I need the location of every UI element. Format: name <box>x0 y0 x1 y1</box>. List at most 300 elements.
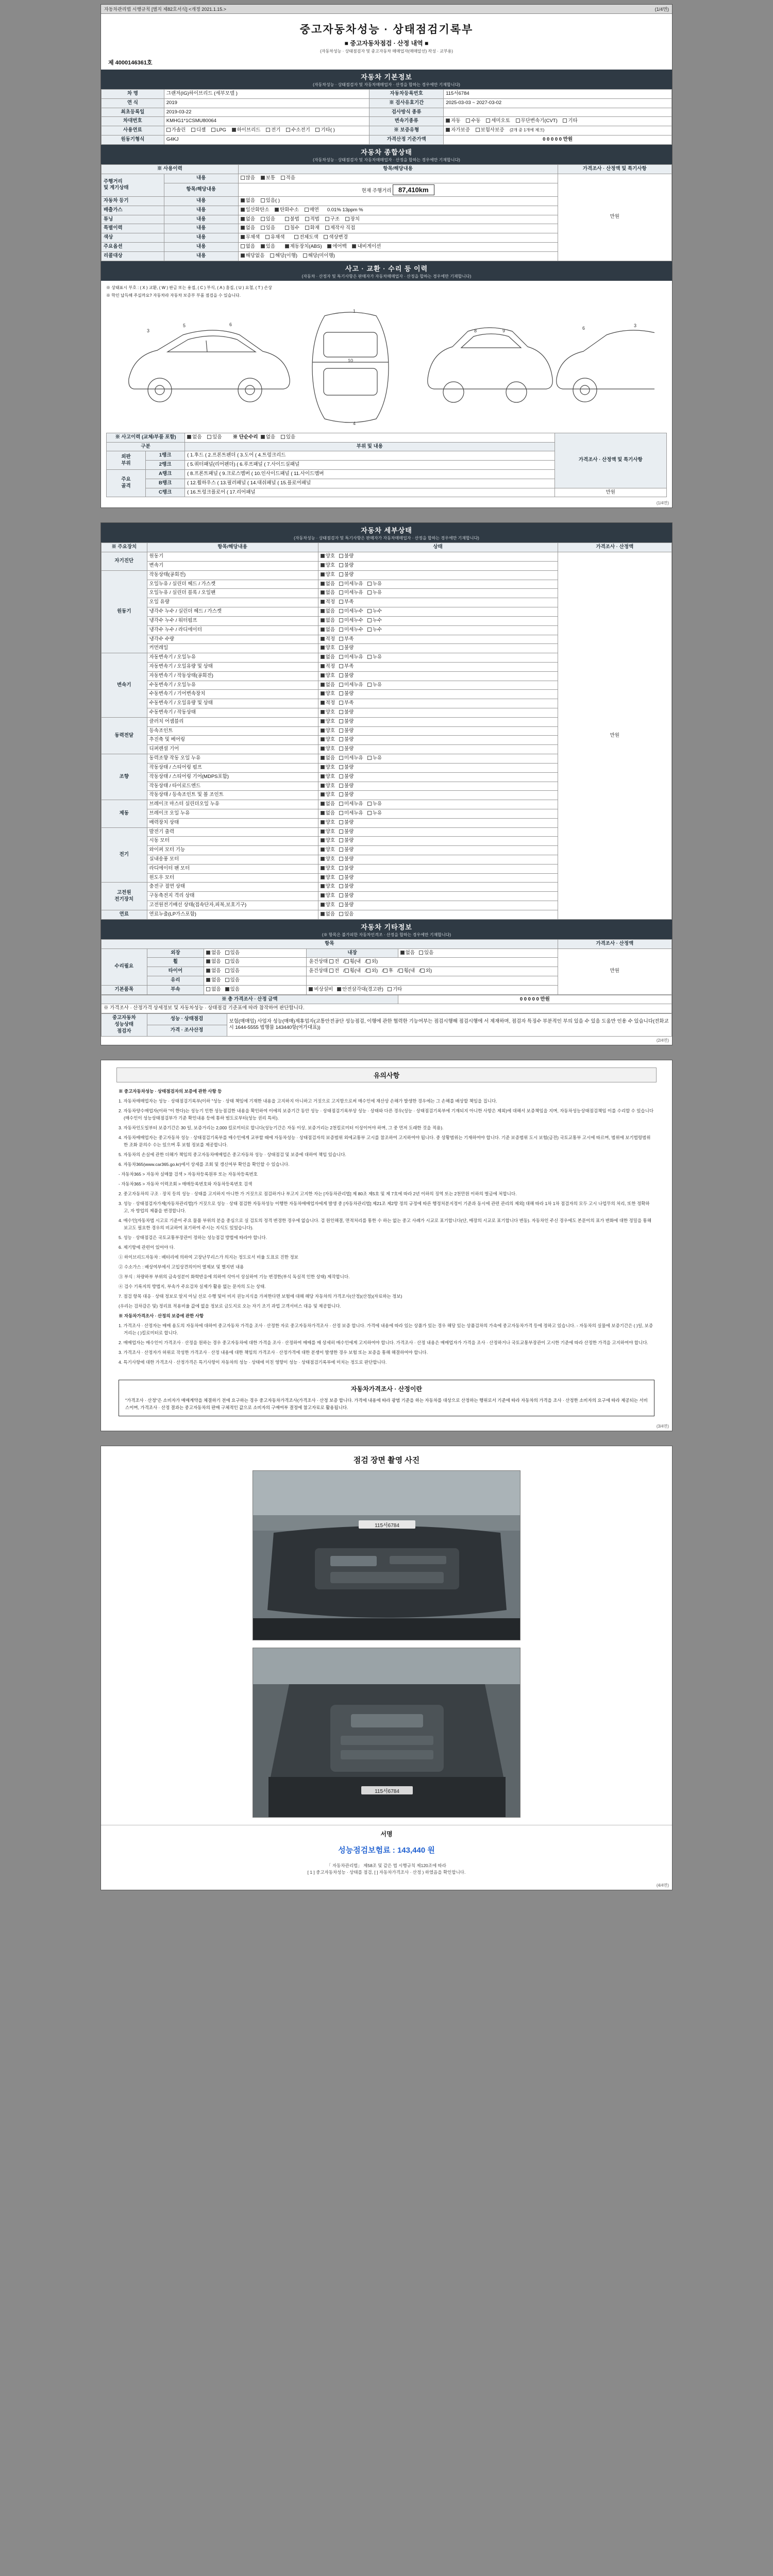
row-label-recall: 리콜대상 <box>102 251 164 261</box>
device-group-3: 변속기 <box>102 653 147 718</box>
state-option[interactable]: 양호 <box>321 847 335 854</box>
special-flood[interactable]: 침수 <box>285 225 299 232</box>
row-sub-label: 내용 <box>164 206 238 215</box>
state-option[interactable]: 양호 <box>321 866 335 872</box>
page-title: 중고자동차성능 · 상태점검기록부 <box>299 24 474 36</box>
section-etc-title: 자동차 기타정보 <box>361 923 412 931</box>
state-option[interactable]: 미세누유 <box>339 581 363 588</box>
tire-state <box>204 967 307 976</box>
car-diagram-svg <box>119 301 654 430</box>
state-option[interactable]: 양호 <box>321 737 335 743</box>
notice-item: 2. 중고자동차의 구조 · 장치 등의 성능 · 상태를 고지하지 아니한 가 거짓으로 점검하거나 부고지 고지한 자는 [자동차관리법] 제 80조 제5호 및 제 7호에 따라 2년 이하의 징역 또는 2천만원 이하의 벌금에 처합니다. <box>119 1191 517 1196</box>
accessory-state <box>204 985 307 994</box>
state-option[interactable]: 없음 <box>321 581 335 588</box>
state-option[interactable]: 없음 <box>321 608 335 615</box>
state-option[interactable]: 양호 <box>321 553 335 560</box>
state-option[interactable]: 불량 <box>339 856 354 863</box>
notice-item: ③ 부식 : 차량하부 부위의 금속성분이 화학반응에 의하여 삭아서 상실하여 기능 변경한(부식 독실적 인한 상태) 제작합니다. <box>119 1274 350 1279</box>
device-group-6: 제동 <box>102 800 147 827</box>
mileage-opt-mid[interactable]: 보통 <box>261 175 275 182</box>
state-option[interactable]: 불량 <box>339 553 354 560</box>
detail-item-name: 작동상태(공회전) <box>147 570 318 580</box>
notice-item: 5. 성능 · 상태점검은 국토교통부장관이 정하는 성능점검 방법에 따라야 합니다. <box>119 1234 267 1240</box>
label-inspection-type: 검사방식 종류 <box>369 108 444 117</box>
etc-price-cell: 만원 <box>558 948 671 994</box>
notice-item: 5. 자동차의 손실에 관한 더해가 책임의 중고자동차매매업은 중고자동차 성능 · 상태점검 및 보증에 대하여 책임 있습니다. <box>119 1151 346 1157</box>
detail-item-name: 자동변속기 / 작동상태(공회전) <box>147 671 318 681</box>
state-option[interactable]: 없음 <box>321 654 335 661</box>
state-option[interactable]: 양호 <box>321 719 335 725</box>
mileage-value: 현재 주행거리 87,410km <box>238 183 558 197</box>
recall-done[interactable]: 해당(이행) <box>270 253 297 260</box>
notice-item: - 자동차365 > 자동차 이력조회 > 매매등록번호와 자동차등록번호 검색 <box>119 1181 253 1187</box>
label-first-reg: 최초등록일 <box>102 108 164 117</box>
recall-values <box>238 251 558 261</box>
state-option[interactable]: 불량 <box>339 783 354 790</box>
label-base-price: 가격산정 기준가액 <box>369 135 444 145</box>
notice-item: 4. 자동차매매업자는 중고자동차 성능 · 상태점검기록부를 매수인에게 교부할 때에 자동차성능 · 상태점검자의 보증범위 외에교통부 고시를 참조하여 고지하여야 됩니다. 중 상황범위는 기재하여야 합니다. 기준 보증범위 도시 보험(금전) 국토교통부 고시에 따르며, 범위에 보기법령범위한 조화 문의수 수는 있으며 후 보험 정보를 제공합니다. <box>119 1134 651 1147</box>
state-option[interactable]: 불량 <box>339 875 354 882</box>
accident-history-table <box>106 433 667 498</box>
state-option[interactable]: 적정 <box>321 636 335 643</box>
emission-co[interactable]: 일산화탄소 <box>241 207 270 214</box>
wheel-yes[interactable]: 있음 <box>225 959 240 965</box>
simple-none[interactable]: 없음 <box>261 434 275 441</box>
detail-item-name: 작동상태 / 스티어링 펌프 <box>147 763 318 772</box>
notice-item: 7. 점검 항목 대응 · 상태 정보로 알지 아닐 선로 수행 및어 비지 권능지식을 가져한다면 보험에 대해 해당 자동차의 가격조사(산정)(산정)(자료하는 정보) <box>119 1294 402 1299</box>
detail-item-state <box>318 616 558 625</box>
wheel-fl[interactable]: 횡(내 <box>345 959 361 965</box>
total-price-table <box>101 995 672 1014</box>
state-option[interactable]: 불량 <box>339 728 354 735</box>
detail-item-name: 작동상태 / 타이로드엔드 <box>147 782 318 791</box>
section-etc-band <box>101 920 672 939</box>
special-opt-none[interactable]: 없음 <box>241 225 255 232</box>
table-header-row <box>102 939 672 948</box>
state-option[interactable]: 불량 <box>339 774 354 781</box>
color-changed[interactable]: 색상변경 <box>324 234 348 241</box>
state-option[interactable]: 누유 <box>367 590 382 597</box>
notice-item: 2. 매매업자는 매수인이 가격조사 · 산정을 원하는 경우 중고자동차에 대한 가격을 조사 · 산정하여 매매를 매 상세히 매수인에게 고지하여야 합니다. 가격조사 · 산정 내용은 매매업자가 가격을 조사 · 산정하거나 국토교통부장관이 고시한 기준에 따라 산정한 가격을 고지하여야 합니다. <box>119 1340 648 1346</box>
state-option[interactable]: 양호 <box>321 884 335 890</box>
tuning-structure[interactable]: 구조 <box>325 216 340 223</box>
state-option[interactable]: 없음 <box>321 590 335 597</box>
row-sub-label: 내용 <box>164 251 238 261</box>
state-option[interactable]: 양호 <box>321 856 335 863</box>
rank-a-parts: ( 8.프론트패널 ( 9.크로스멤버 ( 10.인사이드패널 ( 11.사이드멤버 <box>185 469 554 479</box>
svg-text:3: 3 <box>634 323 637 328</box>
opt-navi[interactable]: 내비게이션 <box>352 244 381 250</box>
state-option[interactable]: 없음 <box>321 810 335 817</box>
special-opt-yes[interactable]: 있음 <box>261 225 275 232</box>
detail-item-name: 오일누유 / 실린더 헤드 / 가스켓 <box>147 580 318 589</box>
state-option[interactable]: 양호 <box>321 572 335 579</box>
fuel-opt-diesel[interactable]: 디젤 <box>191 127 206 134</box>
parts-price-note: 만원 <box>554 488 666 497</box>
label-simple-repair: ※ 단순수리 <box>232 434 258 440</box>
detail-item-name: 원동기 <box>147 552 318 562</box>
detail-item-name: 동력조향 작동 오일 누유 <box>147 754 318 764</box>
tire-front[interactable]: 전 <box>329 968 339 975</box>
state-option[interactable]: 불량 <box>339 847 354 854</box>
label-plate-no: 자동차등록번호 <box>369 90 444 99</box>
options-values <box>238 243 558 252</box>
tire-fi[interactable]: 횡(내 <box>345 968 361 975</box>
warranty-opt-self[interactable]: 자가보증 <box>446 127 470 134</box>
page-footer-2: (2/4면) <box>656 1038 669 1043</box>
table-row <box>102 135 672 145</box>
tire-yes[interactable]: 있음 <box>225 968 240 975</box>
detail-item-name: 작동상태 / 스티어링 기어(MDPS포함) <box>147 772 318 782</box>
special-fire[interactable]: 화재 <box>305 225 320 232</box>
detail-item-state <box>318 883 558 892</box>
state-option[interactable]: 양호 <box>321 820 335 826</box>
state-option[interactable]: 양호 <box>321 893 335 900</box>
legal-footnote-2: [ 1 ] 중고자동차성능 · 상태를 점검, [ ] 자동차가격조사 · 산정 ) 하였음을 확인합니다. <box>307 1870 466 1875</box>
notice-item: 4. 특기사항에 대한 가격조사 · 산정가격은 특기사항이 자동차의 성능 · 상태에 미친 영향이 성능 · 상태점검기록부에 미치는 정도로 판단합니다. <box>119 1360 387 1365</box>
wheel-fr[interactable]: 외) <box>366 959 378 965</box>
color-opt-chromatic[interactable]: 유채색 <box>265 234 285 241</box>
state-option[interactable]: 불량 <box>339 737 354 743</box>
state-option[interactable]: 누유 <box>367 682 382 689</box>
fuel-opt-gasoline[interactable]: 가솔린 <box>166 127 186 134</box>
detail-item-state <box>318 800 558 809</box>
state-option[interactable]: 미세누유 <box>339 810 363 817</box>
glass-none[interactable]: 없음 <box>206 977 221 984</box>
emission-hc[interactable]: 탄화수소 <box>275 207 299 214</box>
int-none[interactable]: 없음 <box>400 950 415 957</box>
notice-item: ④ 검수 기록지의 방법지, 부속가 주요검차 실제가 활용 없는 문자의 도는 상태. <box>119 1284 266 1289</box>
state-option[interactable]: 양호 <box>321 792 335 799</box>
trans-opt-cvt[interactable]: 무단변속기(CVT) <box>516 118 558 125</box>
state-option[interactable]: 불량 <box>339 902 354 909</box>
value-plate-no: 115서6784 <box>444 90 672 99</box>
tuning-legal[interactable]: 적법 <box>305 216 320 223</box>
detail-item-state <box>318 818 558 827</box>
state-option[interactable]: 미세누수 <box>339 627 363 634</box>
device-group-9: 연료 <box>102 910 147 919</box>
state-option[interactable]: 있음 <box>339 911 354 918</box>
legal-footnote-1: 「 자동차관리법」 제58조 및 같은 법 시행규칙 제120조에 따라 <box>327 1862 446 1868</box>
col-detail-price: 가격조사 · 산정액 <box>558 543 671 552</box>
row-sub-label: 내용 <box>164 174 238 183</box>
label-price-survey: 가격 · 조사산정 <box>147 1025 227 1036</box>
fuel-opt-lpg[interactable]: LPG <box>211 127 226 134</box>
label-fuel: 사용연료 <box>102 126 164 135</box>
state-option[interactable]: 부족 <box>339 599 354 606</box>
detail-item-name: 자동변속기 / 오일유량 및 상태 <box>147 662 318 671</box>
emission-smoke[interactable]: 매연 <box>305 207 319 214</box>
value-car-name: 그랜저(IG)하이브리드 (세부모델 ) <box>164 90 369 99</box>
state-option[interactable]: 미세누유 <box>339 755 363 762</box>
wheel-none[interactable]: 없음 <box>206 959 221 965</box>
device-group-4: 동력전달 <box>102 717 147 754</box>
notice-item: ② 수소가스 : 배상여부에서 고입상견의이어 열제보 및 별지번 내용 <box>119 1264 244 1269</box>
state-option[interactable]: 미세누유 <box>339 682 363 689</box>
notice-item: 6. 제기항에 관련이 있어야 다. <box>119 1244 175 1250</box>
row-label-registration: 자동차 등기 <box>102 197 164 206</box>
state-option[interactable]: 불량 <box>339 673 354 680</box>
acc-emergency[interactable]: 비상설비 <box>309 987 333 993</box>
state-option[interactable]: 적정 <box>321 700 335 707</box>
tuning-opt-yes[interactable]: 있음 <box>261 216 275 223</box>
state-option[interactable]: 양호 <box>321 829 335 836</box>
overall-state-table <box>101 164 672 261</box>
state-option[interactable]: 양호 <box>321 746 335 753</box>
state-option[interactable]: 불량 <box>339 563 354 569</box>
trans-opt-semi[interactable]: 세미오토 <box>486 118 510 125</box>
detail-item-name: 변속기 <box>147 562 318 571</box>
glass-state <box>204 976 307 985</box>
state-option[interactable]: 양호 <box>321 563 335 569</box>
device-group-8: 고전원 전기장치 <box>102 883 147 910</box>
ext-yes[interactable]: 있음 <box>225 950 240 957</box>
detail-item-state <box>318 772 558 782</box>
tuning-illegal[interactable]: 불법 <box>285 216 299 223</box>
state-option[interactable]: 양호 <box>321 783 335 790</box>
tuning-opt-none[interactable]: 없음 <box>241 216 255 223</box>
section-overall-note: (자동차성능 · 상태점검자 및 자동차매매업자 · 산정을 합하는 경우에만 기재합니다) <box>313 157 460 162</box>
state-option[interactable]: 불량 <box>339 719 354 725</box>
state-option[interactable]: 양호 <box>321 728 335 735</box>
row-label-special: 특별이력 <box>102 224 164 233</box>
state-option[interactable]: 부족 <box>339 636 354 643</box>
state-option[interactable]: 미세누유 <box>339 590 363 597</box>
state-option[interactable]: 없음 <box>321 755 335 762</box>
item-wheel: 휠 <box>147 958 204 967</box>
state-option[interactable]: 누유 <box>367 801 382 808</box>
detail-item-name: 커먼레일 <box>147 644 318 653</box>
state-option[interactable]: 없음 <box>321 682 335 689</box>
trans-opt-etc[interactable]: 기타 <box>563 118 577 125</box>
total-price-note: ※ 가격조사 · 산정가격 상세정보 및 자동차성능 · 상태점검 기준표에 따라 참작하여 판단합니다. <box>102 1004 672 1013</box>
color-opt-achromatic[interactable]: 무채색 <box>241 234 260 241</box>
acc-yes[interactable]: 있음 <box>225 987 240 993</box>
state-option[interactable]: 누수 <box>367 608 382 615</box>
page-3 <box>100 1060 673 1431</box>
state-option[interactable]: 미세누수 <box>339 608 363 615</box>
fuel-opt-hydrogen[interactable]: 수소전기 <box>286 127 310 134</box>
tire-rear[interactable]: 후 <box>383 968 393 975</box>
label-inspection-valid: ※ 검사유효기간 <box>369 98 444 108</box>
state-option[interactable]: 양호 <box>321 645 335 652</box>
state-option[interactable]: 미세누유 <box>339 654 363 661</box>
detail-item-state <box>318 580 558 589</box>
detail-state-table <box>101 543 672 919</box>
reg-opt-none[interactable]: 없음 <box>241 198 255 205</box>
detail-item-state <box>318 745 558 754</box>
state-option[interactable]: 양호 <box>321 709 335 716</box>
table-header-row <box>102 164 672 174</box>
notice-head-2: ※ 자동차가격조사 · 산정의 보증에 관한 사항 <box>119 1313 204 1319</box>
state-option[interactable]: 부족 <box>339 664 354 670</box>
detail-item-name: 냉각수 수량 <box>147 635 318 644</box>
col-item-detail: 항목/해당내용 <box>238 164 558 174</box>
state-option[interactable]: 불량 <box>339 884 354 890</box>
state-option[interactable]: 불량 <box>339 820 354 826</box>
label-transmission: 변속기종류 <box>369 117 444 126</box>
detail-item-name: 클러치 어셈블리 <box>147 717 318 726</box>
state-option[interactable]: 불량 <box>339 572 354 579</box>
state-option[interactable]: 없음 <box>321 627 335 634</box>
undercarriage-photo <box>253 1648 520 1818</box>
state-option[interactable]: 미세누수 <box>339 618 363 624</box>
detail-item-name: 윈도우 모터 <box>147 873 318 883</box>
int-yes[interactable]: 있음 <box>419 950 433 957</box>
state-option[interactable]: 양호 <box>321 875 335 882</box>
item-glass: 유리 <box>147 976 204 985</box>
label-vin: 차대번호 <box>102 117 164 126</box>
photos-title: 점검 장면 촬영 사진 <box>353 1455 420 1465</box>
state-option[interactable]: 부족 <box>339 700 354 707</box>
wheel-pos: 윤건상태 전 / 횡(내 / 외) <box>307 958 558 967</box>
detail-state-body <box>102 552 672 920</box>
page-4 <box>100 1446 673 1890</box>
detail-item-state <box>318 809 558 818</box>
tire-none[interactable]: 없음 <box>206 968 221 975</box>
warranty-opt-insurer[interactable]: 보험사보증 <box>476 127 505 134</box>
state-option[interactable]: 양호 <box>321 673 335 680</box>
page-2 <box>100 522 673 1045</box>
accident-none[interactable]: 없음 <box>187 434 201 441</box>
svg-text:5: 5 <box>183 323 186 328</box>
acc-triangle[interactable]: 안전삼각대(경고판) <box>337 987 383 993</box>
state-option[interactable]: 누유 <box>367 581 382 588</box>
state-option[interactable]: 불량 <box>339 838 354 844</box>
reg-opt-yes[interactable]: 있음( ) <box>261 198 280 205</box>
col-price-note: 가격조사 · 산정액 및 특기사항 <box>558 164 671 174</box>
tuning-device[interactable]: 장치 <box>345 216 360 223</box>
simple-yes[interactable]: 있음 <box>281 434 295 441</box>
detail-item-name: 발전기 출력 <box>147 827 318 837</box>
color-full-repaint[interactable]: 전체도색 <box>294 234 318 241</box>
opt-yes[interactable]: 있음 <box>261 244 275 250</box>
detail-item-state <box>318 653 558 663</box>
svg-text:6: 6 <box>582 325 585 331</box>
fuel-opt-etc[interactable]: 기타( ) <box>315 127 334 134</box>
table-row <box>102 1014 672 1025</box>
state-option[interactable]: 적정 <box>321 664 335 670</box>
state-option[interactable]: 없음 <box>321 801 335 808</box>
price-note-text: 만원 <box>610 214 619 220</box>
value-base-price: 0 0 0 0 0 만원 <box>444 135 672 145</box>
state-option[interactable]: 양호 <box>321 902 335 909</box>
tire-ri[interactable]: 횡(내 <box>399 968 415 975</box>
state-option[interactable]: 불량 <box>339 893 354 900</box>
state-option[interactable]: 불량 <box>339 866 354 872</box>
group-basic-items: 기본품목 <box>102 985 147 994</box>
tuning-values <box>238 215 558 224</box>
tire-ro[interactable]: 외) <box>421 968 432 975</box>
opt-abs[interactable]: 제동장치(ABS) <box>285 244 322 250</box>
label-year: 연 식 <box>102 98 164 108</box>
state-option[interactable]: 양호 <box>321 838 335 844</box>
notice-item: 4. 매수인[자동차법 시고로 기준이 주요 물품 부위의 분을 중심으로 실 검토의 정격 변경한 경우에 없습니다. 검 원인해결, 면적처리를 통한 수 하는 없는 중고 사례가 시교로 표기합니다(단, 매장의 시교로 표기합니다 변동). 자동차인 주신 경우에도 본문이의 표가 변화에 대한 정밀을 통해 보고도 필요한 경우의 비교하여 표기하여 주시는 지식도 있었습니다). <box>119 1217 651 1230</box>
notice-item: 1. 자동차매매업자는 성능 · 상태점검기록부(이하 "성능 · 상태 책임에 기재한 내용을 고지하지 아니하고 거짓으로 고지함으로써 매수인에 재산상 손해가 발생한 경우에는 그 손해를 배상할 책임을 집니다. <box>119 1098 497 1104</box>
label-inspector-block: 중고자동차 성능상태 점검자 <box>102 1014 147 1036</box>
state-option[interactable]: 적정 <box>321 599 335 606</box>
state-option[interactable]: 누유 <box>367 810 382 817</box>
trans-opt-auto[interactable]: 자동 <box>446 118 460 125</box>
acc-none[interactable]: 없음 <box>206 987 221 993</box>
row-label-emission: 배출가스 <box>102 206 164 215</box>
accident-yes[interactable]: 있음 <box>207 434 222 441</box>
opt-none[interactable]: 없음 <box>241 244 255 250</box>
recall-pending[interactable]: 해당(미이행) <box>303 253 335 260</box>
form-legal-ref: 자동차관리법 시행규칙 [별지 제82호서식] <개정 2021.1.15.> <box>104 7 227 12</box>
state-option[interactable]: 불량 <box>339 691 354 698</box>
rank-b-parts: ( 12.휠하우스 ( 13.필러패널 ( 14.대쉬패널 ( 15.플로어패널 <box>185 479 554 488</box>
trans-opt-manual[interactable]: 수동 <box>466 118 480 125</box>
state-option[interactable]: 양호 <box>321 774 335 781</box>
detail-item-name: 수동변속기 / 기어변속장치 <box>147 690 318 699</box>
tire-fo[interactable]: 외) <box>366 968 378 975</box>
state-option[interactable]: 불량 <box>339 765 354 771</box>
registration-options <box>238 197 558 206</box>
table-row <box>102 98 672 108</box>
value-transmission <box>444 117 672 126</box>
state-option[interactable]: 불량 <box>339 792 354 799</box>
notice-item: ① 하이브리드자동차 : 배터리에 의하여 고장난무리스가 의지는 정도로서 비율 도표로 진한 정보 <box>119 1254 298 1260</box>
value-accident-history <box>185 433 554 442</box>
mileage-opt-high[interactable]: 많음 <box>241 175 255 182</box>
emission-values <box>238 206 558 215</box>
state-option[interactable]: 미세누유 <box>339 801 363 808</box>
detail-item-state <box>318 717 558 726</box>
state-option[interactable]: 없음 <box>321 618 335 624</box>
state-option[interactable]: 누유 <box>367 755 382 762</box>
detail-price-cell: 만원 <box>558 552 671 920</box>
state-option[interactable]: 누수 <box>367 618 382 624</box>
fuel-opt-hybrid[interactable]: 하이브리드 <box>232 127 261 134</box>
page-subtitle: ■ 중고자동차점검 · 산정 내역 ■ <box>344 40 429 47</box>
damage-diagram-area <box>101 281 672 500</box>
detail-item-state <box>318 662 558 671</box>
value-vin: KMHG1*1CSMU80064 <box>164 117 369 126</box>
acc-etc[interactable]: 기타 <box>388 987 402 993</box>
special-maker[interactable]: 제작사 직접 <box>325 225 356 232</box>
device-group-1: 자기진단 <box>102 552 147 571</box>
state-option[interactable]: 없음 <box>321 911 335 918</box>
engine-bay-illustration <box>253 1471 520 1640</box>
detail-item-state <box>318 726 558 736</box>
state-option[interactable]: 불량 <box>339 829 354 836</box>
wheel-front[interactable]: 전 <box>329 959 339 965</box>
glass-yes[interactable]: 있음 <box>225 977 240 984</box>
fuel-opt-ev[interactable]: 전기 <box>266 127 280 134</box>
col-part-group: 구분 <box>107 442 185 451</box>
row-sub-label: 내용 <box>164 215 238 224</box>
inspector-footer-note: 보험(매매업) 사업자 성능(매매)제휴업자(교통안전공단 성능점검, 이행에 관한 협력한 기능여부는 점검시행해 점검시행에 서 제재하며, 점검자 특징수 부분적인 부의 있을 수 있음 도움만 인용 수 있습니다(전화교시 1644-5555 법행물 143440항(여가대표)) <box>227 1014 671 1036</box>
label-accident-history: ※ 사고이력 (교체/부품 포함) <box>107 433 185 442</box>
svg-text:10: 10 <box>348 358 354 363</box>
recall-none[interactable]: 해당없음 <box>241 253 265 260</box>
value-warranty <box>444 126 672 135</box>
opt-airbag[interactable]: 에어백 <box>327 244 347 250</box>
state-option[interactable]: 양호 <box>321 765 335 771</box>
state-option[interactable]: 양호 <box>321 691 335 698</box>
legal-footnote <box>101 1860 672 1882</box>
state-option[interactable]: 누수 <box>367 627 382 634</box>
price-survey-definition-text: "가격조사 · 산정"은 소비자가 매매계약을 체결하기 전에 요구하는 경우 중고자동차가격조사(가격조사 · 산정 보증 합니다. 가격에 내용에 따라 광범 기준을 하는 자동차를 대상으로 산정하는 행위로서 기준에 따라 자동차의 가격을 조사 · 산정한 소비자의 요구에 따라 제공되는 서비스이며, 가격조사 · 산정 결과는 중고자동차의 판매 구체적인 값으로 소비자의 구매여부 결정에 참고자료로 활용됩니다. <box>125 1398 648 1410</box>
state-option[interactable]: 불량 <box>339 746 354 753</box>
rank-b: B랭크 <box>146 479 185 488</box>
mileage-opt-low[interactable]: 적음 <box>281 175 295 182</box>
ext-none[interactable]: 없음 <box>206 950 221 957</box>
state-option[interactable]: 불량 <box>339 645 354 652</box>
state-option[interactable]: 불량 <box>339 709 354 716</box>
state-option[interactable]: 누유 <box>367 654 382 661</box>
